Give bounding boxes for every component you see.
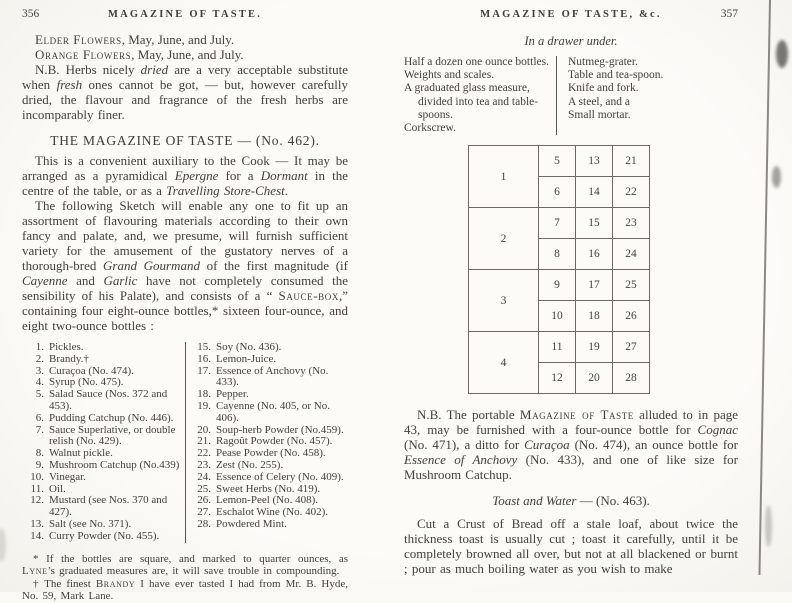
list-item-number: 20. — [197, 423, 211, 436]
table-cell: 20 — [576, 363, 613, 394]
table-cell: 23 — [613, 208, 650, 239]
table-cell: 27 — [613, 332, 650, 363]
drawer-item: Small mortar. — [568, 108, 631, 121]
table-cell: 5 — [539, 146, 576, 177]
table-cell: 6 — [539, 177, 576, 208]
elder-flowers-line: Elder Flowers, May, June, and July. — [35, 32, 235, 47]
list-item-number: 23. — [197, 458, 211, 471]
scan-smudge — [776, 40, 788, 68]
page-right — [404, 8, 738, 576]
table-cell: 24 — [613, 239, 650, 270]
table-cell: 11 — [539, 332, 576, 363]
list-item-number: 16. — [197, 352, 211, 365]
list-item-text: Sweet Herbs (No. 419). — [216, 482, 321, 495]
drawer-item: Half a dozen one ounce bottles. — [404, 56, 549, 68]
list-item-text: Soy (No. 436). — [216, 341, 282, 353]
list-item-text: Eschalot Wine (No. 402). — [216, 506, 329, 519]
table-cell: 12 — [539, 363, 576, 394]
list-item-text: Curaçoa (No. 474). — [49, 364, 134, 377]
running-title-left: MAGAZINE OF TASTE. — [107, 9, 263, 20]
list-item-text: Lemon-Juice. — [216, 352, 277, 365]
footnotes — [22, 553, 348, 603]
list-item-number: 18. — [197, 388, 211, 401]
scan-smudge — [0, 528, 6, 562]
sauce-box-diagram — [468, 145, 650, 394]
table-cell: 9 — [539, 270, 576, 301]
drawer-item: Corkscrew. — [404, 122, 456, 135]
list-item-text: Salad Sauce (Nos. 372 and 453). — [49, 388, 168, 412]
list-item-number: 21. — [197, 435, 211, 448]
list-item-number: 25. — [197, 482, 211, 495]
scan-smudge — [765, 505, 772, 547]
list-item — [22, 425, 181, 449]
list-item-text: Powdered Mint. — [216, 517, 287, 530]
list-item — [189, 366, 348, 390]
list-item-number: 13. — [30, 517, 44, 530]
list-item — [189, 460, 348, 472]
table-cell: 18 — [576, 301, 613, 332]
list-item-text: Zest (No. 255). — [216, 458, 284, 471]
list-item-number: 12. — [30, 494, 44, 507]
list-item-text: Ragoût Powder (No. 457). — [216, 435, 333, 448]
list-item-number: 11. — [30, 482, 44, 495]
list-item-text: Mushroom Catchup (No.439) — [49, 458, 180, 471]
list-item-number: 27. — [197, 506, 211, 519]
list-item-text: Essence of Celery (No. 409). — [216, 470, 344, 483]
sauce-list-column-left — [22, 342, 185, 543]
list-item-text: Oil. — [49, 482, 66, 495]
list-item-text: Pudding Catchup (No. 446). — [49, 411, 174, 424]
list-item-text: Walnut pickle. — [49, 447, 113, 460]
table-cell: 15 — [576, 208, 613, 239]
orange-flowers-line: Orange Flowers, May, June, and July. — [35, 47, 244, 62]
list-item — [22, 389, 181, 413]
table-cell: 28 — [613, 363, 650, 394]
sketch-paragraph: The following Sketch will enable any one to fit up an assortment of flavouring materials according to their own fancy and palate, and, we presume, will furnish sufficient variety for the amusement of the gustatory nerves of a thorough-bred Grand Gourmand of the first magnitude (if Cayenne and Garlic have not completely consumed the sensibility of his Palate), and consists of a “ Sauce-box,” containing four eight-ounce bottles,* sixteen four-ounce, and eight two-ounce bottles : — [22, 198, 348, 333]
page-left — [22, 8, 348, 603]
list-item — [22, 354, 181, 366]
list-item-number: 17. — [197, 364, 211, 377]
table-group-cell: 3 — [469, 270, 539, 332]
list-item-text: Salt (see No. 371). — [49, 517, 132, 530]
table-group-cell: 2 — [469, 208, 539, 270]
list-item-number: 22. — [197, 447, 211, 460]
list-item — [189, 519, 348, 531]
list-item-number: 1. — [35, 341, 44, 353]
table-cell: 7 — [539, 208, 576, 239]
list-item-number: 28. — [197, 517, 211, 530]
list-item-number: 24. — [197, 470, 211, 483]
drawer-item: Nutmeg-grater. — [568, 56, 638, 68]
running-head-right — [404, 8, 738, 23]
footnote-dagger: † The finest Brandy I have ever tasted I had from Mr. B. Hyde, No. 59, Mark Lane. — [22, 577, 348, 603]
table-group-cell: 4 — [469, 332, 539, 394]
sauce-list-column-right — [186, 342, 348, 543]
list-item-text: Curry Powder (No. 455). — [49, 529, 160, 542]
list-item-number: 15. — [197, 341, 211, 353]
list-item-text: Syrup (No. 475). — [49, 376, 124, 389]
running-title-right: MAGAZINE OF TASTE, &c. — [480, 9, 662, 20]
toast-and-water-paragraph: Cut a Crust of Bread off a stale loaf, about twice the thickness toast is usually cut ; toast it carefully, until it be completely browned all over, but not at all blackened or burnt ; pour as much boiling water as you wish to make — [404, 516, 738, 577]
table-cell: 14 — [576, 177, 613, 208]
drawer-heading: In a drawer under. — [524, 34, 618, 48]
list-item — [22, 519, 181, 531]
drawer-item: Table and tea-spoon. — [568, 69, 664, 82]
list-item-text: Pease Powder (No. 458). — [216, 447, 326, 460]
sauce-box-list — [22, 342, 348, 543]
list-item — [22, 460, 181, 472]
list-item-number: 10. — [30, 470, 44, 483]
list-item — [22, 531, 181, 543]
list-item-text: Lemon-Peel (No. 408). — [216, 494, 319, 507]
table-cell: 25 — [613, 270, 650, 301]
scan-page-edge-line — [758, 0, 770, 575]
list-item — [189, 472, 348, 484]
table-cell: 26 — [613, 301, 650, 332]
table-cell: 22 — [613, 177, 650, 208]
table-cell: 13 — [576, 146, 613, 177]
list-item-number: 7. — [35, 423, 44, 436]
section-heading: THE MAGAZINE OF TASTE — (No. 462). — [50, 133, 320, 148]
footnote-asterisk: * If the bottles are square, and marked to quarter ounces, as Lyne’s graduated measures are, it will save trouble in compounding. — [22, 552, 348, 578]
drawer-item: Knife and fork. — [568, 82, 639, 95]
list-item-number: 4. — [35, 376, 44, 389]
drawer-item: A graduated glass measure, divided into tea and table-spoons. — [404, 82, 539, 121]
nb-paragraph-right: N.B. The portable Magazine of Taste alluded to in page 43, may be furnished with a four-ounce bottle for Cognac (No. 471), a ditto for Curaçoa (No. 474), an ounce bottle for Essence of Anchovy (No. 433), and one of like size for Mushroom Catchup. — [404, 407, 739, 483]
list-item-text: Cayenne (No. 405, or No. 406). — [216, 399, 330, 424]
list-item — [22, 413, 181, 425]
list-item-text: Essence of Anchovy (No. 433). — [216, 364, 329, 389]
table-cell: 10 — [539, 301, 576, 332]
intro-paragraph: This is a convenient auxiliary to the Cook — It may be arranged as a pyramidical Epergne for a Dormant in the centre of the table, or as a Travelling Store-Chest. — [22, 153, 349, 198]
drawer-column-left — [404, 56, 556, 135]
list-item — [22, 472, 181, 484]
list-item-number: 3. — [35, 364, 44, 377]
page-number-right: 357 — [720, 8, 738, 20]
nb-paragraph-left: N.B. Herbs nicely dried are a very acceptable substitute when fresh ones cannot be got, — but, however carefully dried, the flavour and fragrance of the fresh herbs are incomparably finer. — [22, 62, 348, 122]
list-item-text: Mustard (see Nos. 370 and 427). — [49, 494, 168, 519]
drawer-item: A steel, and a — [568, 95, 630, 108]
page-number-left: 356 — [22, 8, 40, 20]
list-item-text: Pickles. — [49, 341, 84, 353]
list-item — [22, 495, 181, 519]
list-item-number: 14. — [30, 529, 44, 542]
table-cell: 8 — [539, 239, 576, 270]
list-item-number: 5. — [35, 388, 44, 401]
list-item-number: 19. — [197, 399, 211, 412]
table-cell: 17 — [576, 270, 613, 301]
drawer-column-right — [557, 56, 738, 135]
list-item-number: 26. — [197, 494, 211, 507]
toast-and-water-heading: Toast and Water — (No. 463). — [492, 493, 650, 509]
list-item — [189, 354, 348, 366]
list-item-number: 8. — [35, 447, 44, 460]
table-cell: 19 — [576, 332, 613, 363]
list-item-number: 2. — [35, 352, 44, 365]
list-item-text: Pepper. — [216, 388, 249, 401]
scan-smudge — [772, 166, 781, 188]
table-cell: 16 — [576, 239, 613, 270]
drawer-item: Weights and scales. — [404, 69, 495, 82]
list-item-text: Soup-herb Powder (No.459). — [216, 423, 344, 436]
list-item — [22, 342, 181, 354]
list-item-number: 9. — [35, 458, 44, 471]
table-group-cell: 1 — [469, 146, 539, 208]
drawer-contents — [404, 56, 738, 135]
list-item-text: Brandy.† — [49, 352, 89, 365]
list-item — [189, 401, 348, 425]
list-item-text: Sauce Superlative, or double relish (No. 429). — [49, 423, 176, 448]
table-cell: 21 — [613, 146, 650, 177]
running-head-left — [22, 8, 348, 23]
list-item-text: Vinegar. — [49, 470, 86, 483]
list-item-number: 6. — [35, 411, 44, 424]
